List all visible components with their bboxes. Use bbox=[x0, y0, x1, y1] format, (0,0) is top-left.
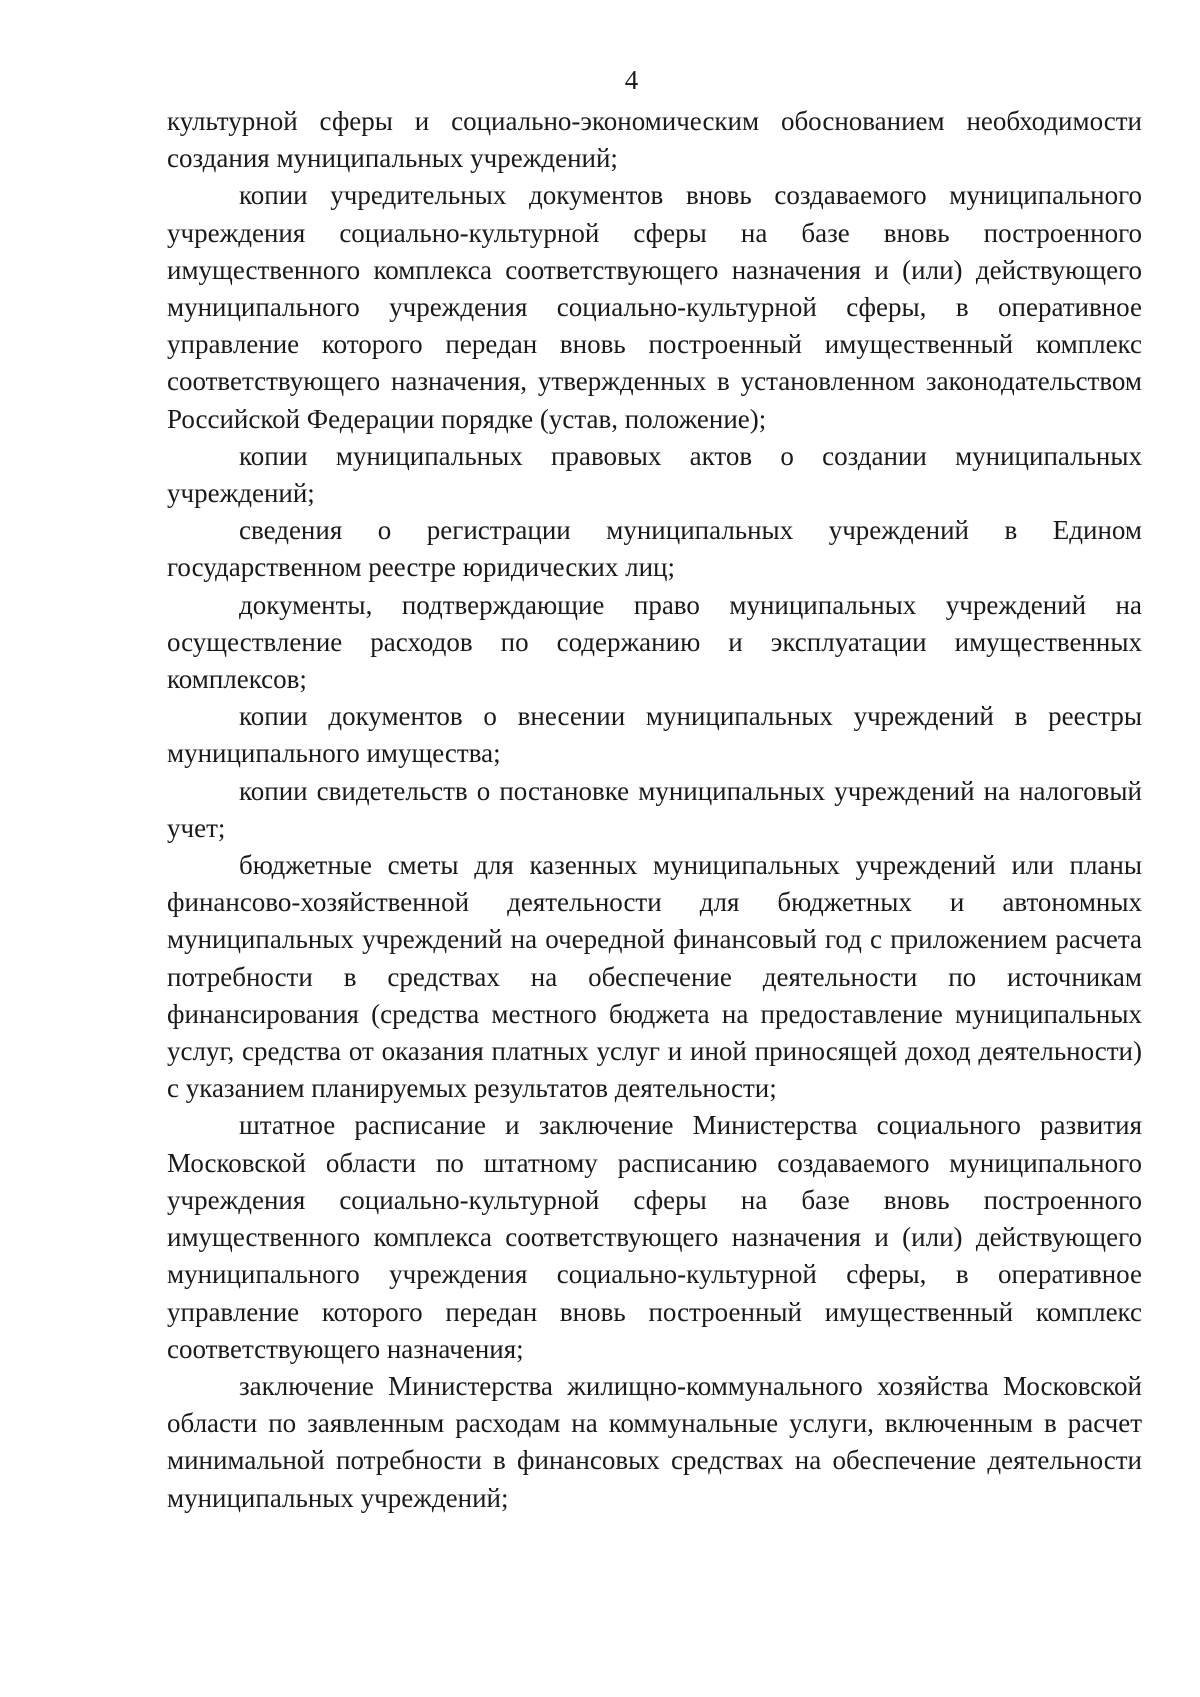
paragraph-budget-estimates: бюджетные сметы для казенных муниципальных учреждений или планы финансово-хозяйственной деятельности для бюджетных и автономных муниципальных учреждений на очередной финансовый год с приложением расчета потребности в средствах на обеспечение деятельности по источникам финансирования (средства местного бюджета на предоставление муниципальных услуг, средства от оказания платных услуг и иной приносящей доход деятельности) с указанием планируемых результатов деятельности; bbox=[167, 850, 1142, 1104]
paragraph-tax-registration: копии свидетельств о постановке муниципальных учреждений на налоговый учет; bbox=[167, 775, 1142, 843]
document-body bbox=[167, 103, 1142, 1517]
paragraph-utilities-conclusion: заключение Министерства жилищно-коммунального хозяйства Московской области по заявленным расходам на коммунальные услуги, включенным в расчет минимальной потребности в финансовых средствах на обеспечение деятельности муниципальных учреждений; bbox=[167, 1370, 1142, 1513]
paragraph-continuation: культурной сферы и социально-экономическим обоснованием необходимости создания муниципальных учреждений; bbox=[167, 106, 1142, 174]
paragraph-registration: сведения о регистрации муниципальных учреждений в Едином государственном реестре юридических лиц; bbox=[167, 515, 1142, 583]
paragraph-expense-rights: документы, подтверждающие право муниципальных учреждений на осуществление расходов по содержанию и эксплуатации имущественных комплексов; bbox=[167, 589, 1142, 695]
paragraph-legal-acts: копии муниципальных правовых актов о создании муниципальных учреждений; bbox=[167, 440, 1142, 509]
page-number: 4 bbox=[624, 65, 639, 95]
paragraph-staff-schedule: штатное расписание и заключение Министерства социального развития Московской области по штатному расписанию создаваемого муниципального учреждения социально-культурной сферы на базе вновь построенного имущественного комплекса соответствующего назначения и (или) действующего муниципального учреждения социально-культурной сферы, в оперативное управление которого передан вновь построенный имущественный комплекс соответствующего назначения; bbox=[167, 1110, 1142, 1364]
paragraph-property-registry: копии документов о внесении муниципальных учреждений в реестры муниципального имущества; bbox=[167, 701, 1142, 769]
paragraph-founding-documents: копии учредительных документов вновь создаваемого муниципального учреждения социально-культурной сферы на базе вновь построенного имущественного комплекса соответствующего назначения и (или) действующего муниципального учреждения социально-культурной сферы, в оперативное управление которого передан вновь построенный имущественный комплекс соответствующего назначения, утвержденных в установленном законодательством Российской Федерации порядке (устав, положение); bbox=[167, 180, 1142, 434]
